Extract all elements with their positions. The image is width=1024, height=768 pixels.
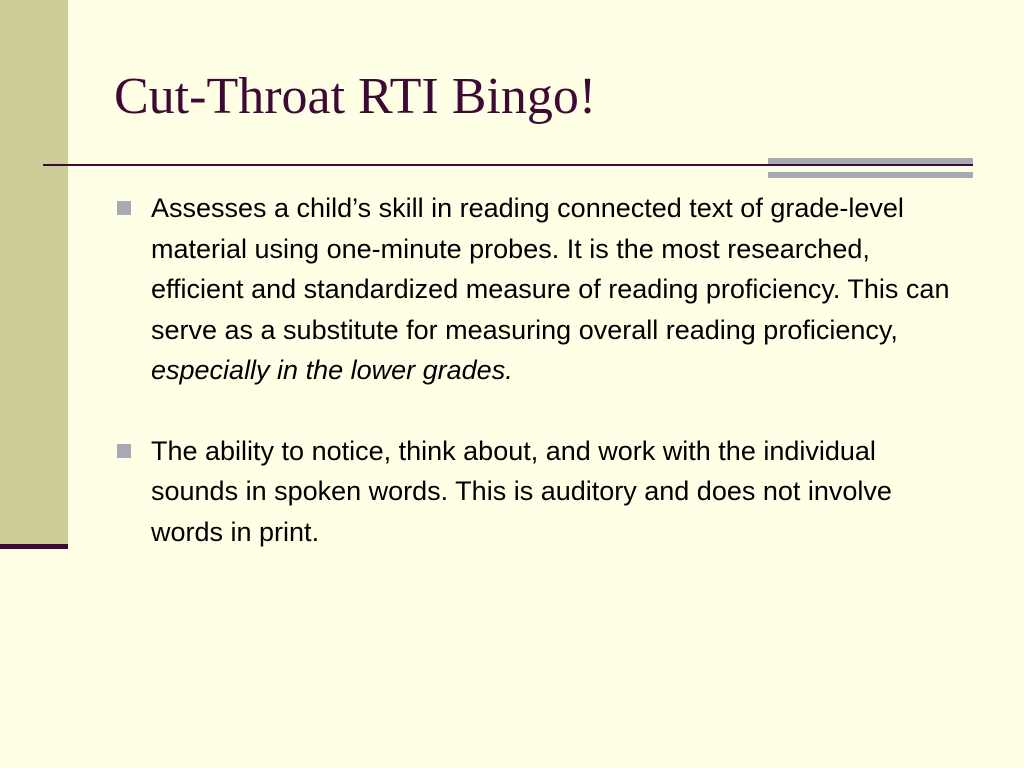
bullet-text-regular: The ability to notice, think about, and work with the individual sounds in spoken words. This is auditory and does not involve words in print. bbox=[151, 435, 892, 547]
square-bullet-icon bbox=[117, 201, 131, 215]
bullet-text bbox=[151, 436, 892, 547]
left-band-underline bbox=[0, 544, 68, 549]
slide-body bbox=[114, 188, 954, 592]
title-divider-line bbox=[43, 164, 973, 166]
left-decorative-band bbox=[0, 0, 68, 548]
divider-accent-bar-bottom bbox=[768, 172, 973, 178]
bullet-text bbox=[151, 193, 949, 385]
slide-title: Cut-Throat RTI Bingo! bbox=[114, 68, 597, 125]
bullet-item bbox=[114, 431, 954, 553]
square-bullet-icon bbox=[117, 444, 131, 458]
divider-accent-bar-top bbox=[768, 158, 973, 164]
bullet-item bbox=[114, 188, 954, 391]
bullet-text-regular: Assesses a child’s skill in reading connected text of grade-level material using one-minute probes. It is the most researched, efficient and standardized measure of reading proficiency. This can serve as a substitute for measuring overall reading proficiency, bbox=[151, 193, 950, 345]
bullet-text-italic: especially in the lower grades. bbox=[151, 355, 513, 385]
